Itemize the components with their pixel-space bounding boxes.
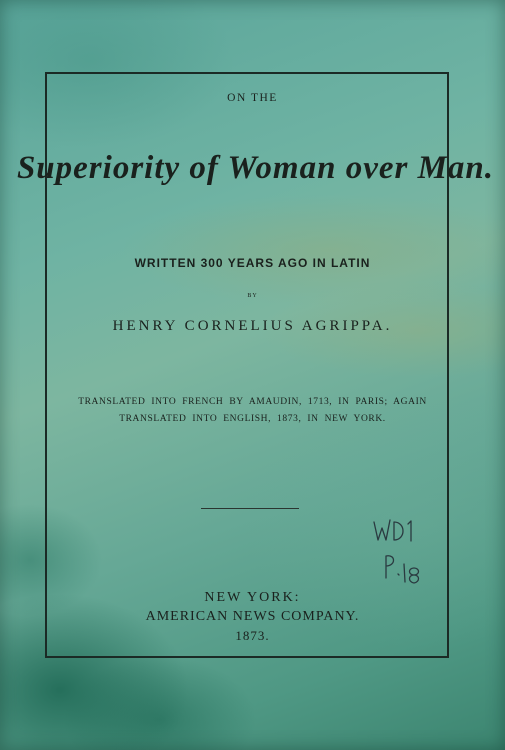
handwritten-annotation <box>368 512 428 592</box>
translation-note-line-2: TRANSLATED INTO ENGLISH, 1873, IN NEW YORK. <box>119 414 386 424</box>
cover-border-frame <box>45 72 449 658</box>
author-name: HENRY CORNELIUS AGRIPPA. <box>112 318 393 334</box>
publisher-city: NEW YORK: <box>204 590 301 605</box>
book-title: Superiority of Woman over Man. <box>16 150 495 186</box>
publisher-name: AMERICAN NEWS COMPANY. <box>145 609 360 624</box>
pre-title: ON THE <box>227 92 278 104</box>
by-line: BY <box>247 293 258 299</box>
translation-note-line-1: TRANSLATED INTO FRENCH BY AMAUDIN, 1713, IN PARIS; AGAIN <box>78 397 427 407</box>
subtitle: WRITTEN 300 YEARS AGO IN LATIN <box>134 256 371 270</box>
publication-year: 1873. <box>235 628 270 643</box>
divider-rule <box>201 508 299 509</box>
